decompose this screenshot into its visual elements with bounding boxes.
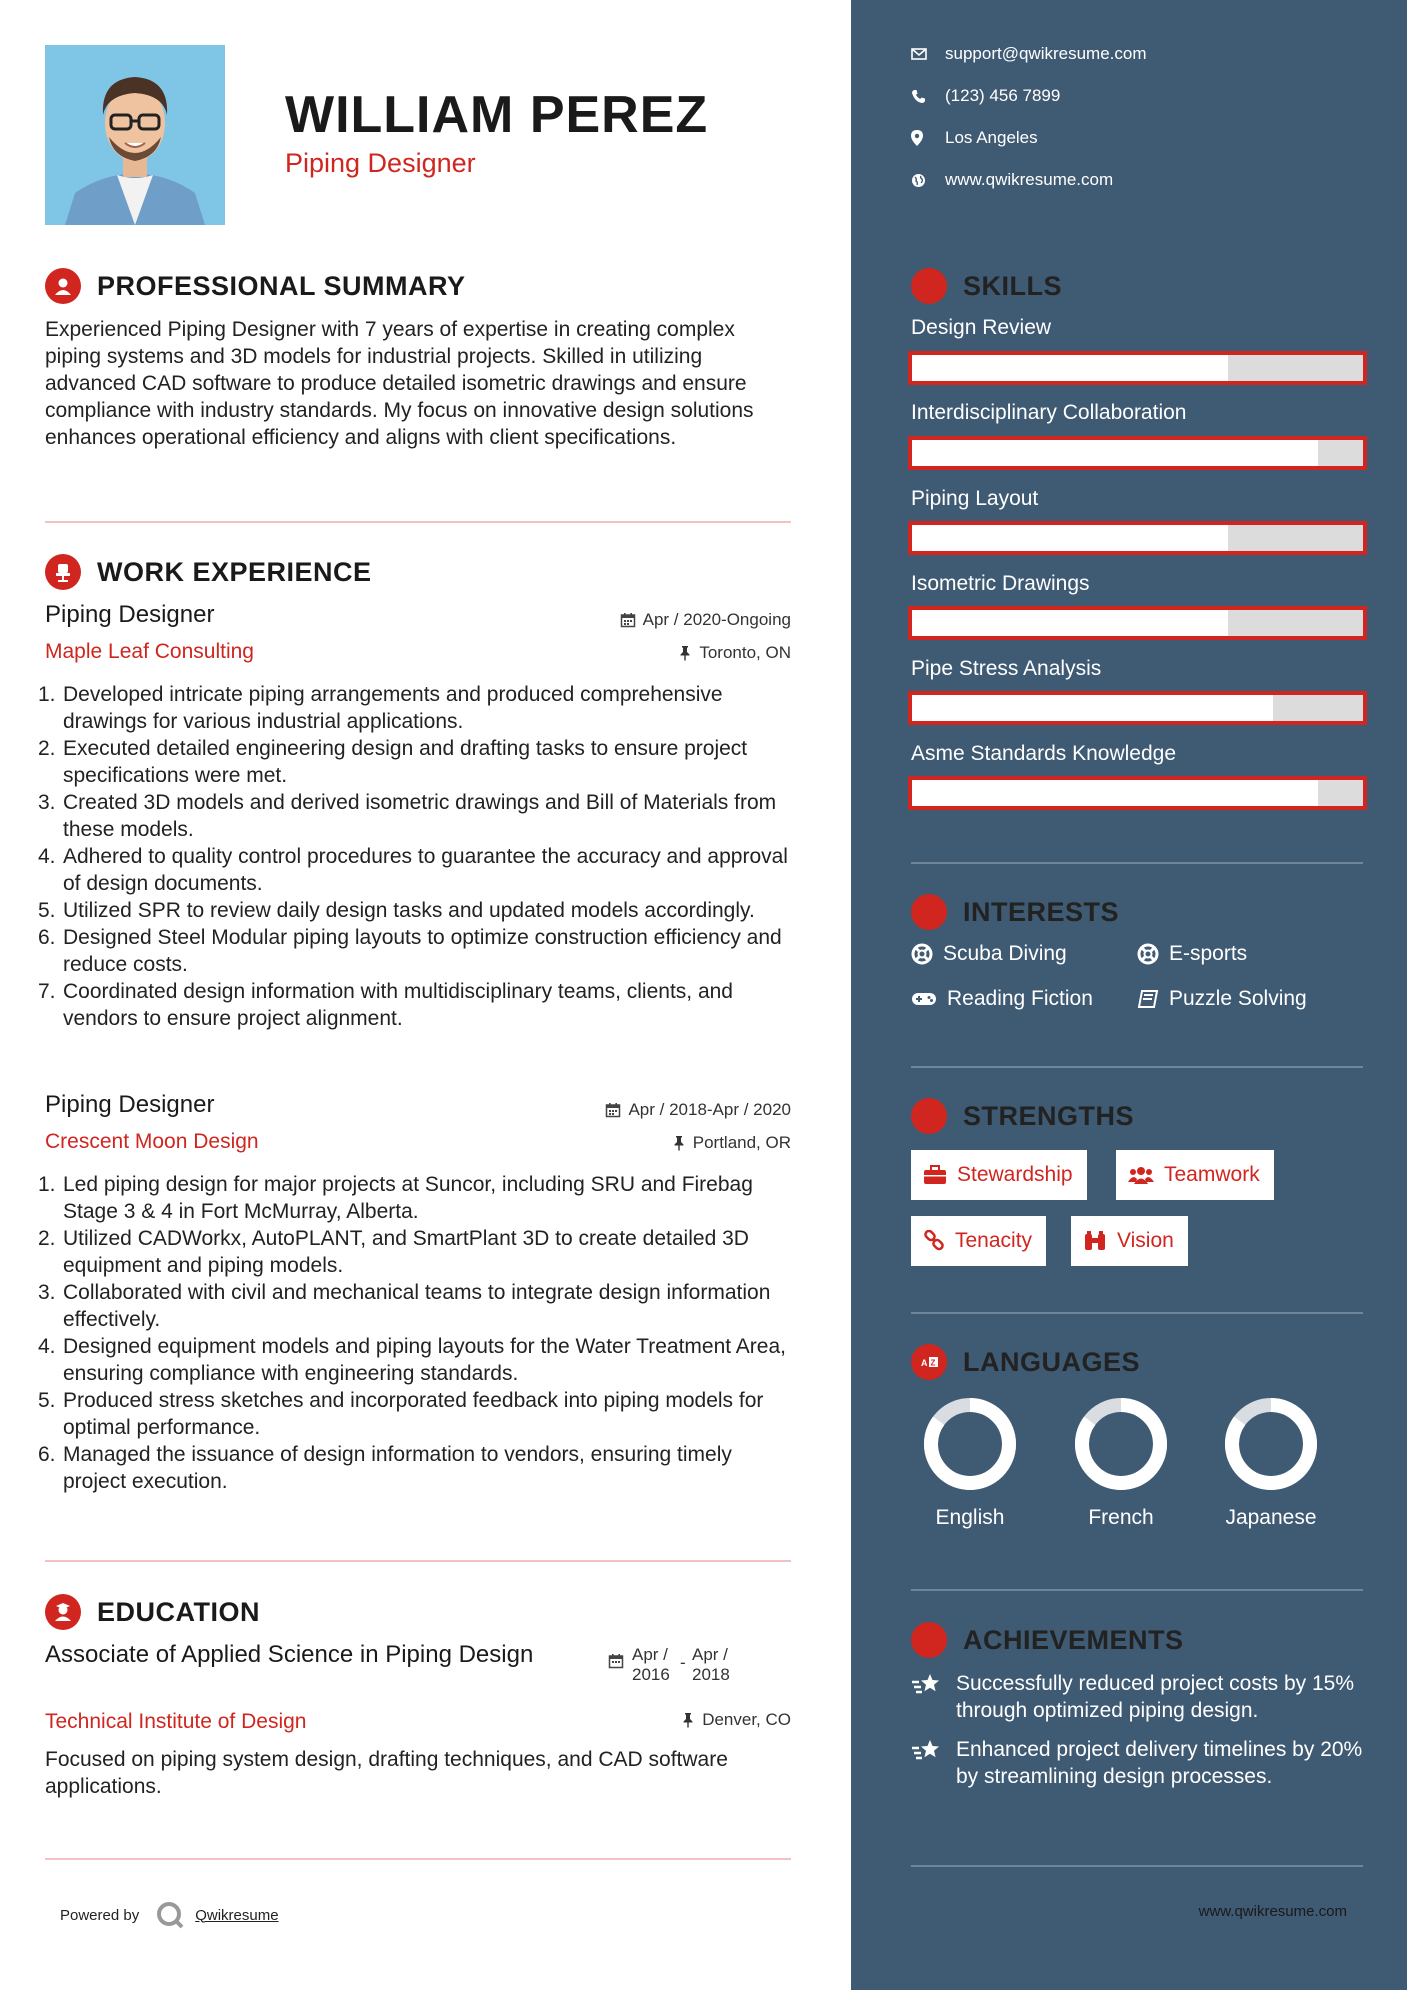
skill-bar — [908, 521, 1367, 555]
list-item: 2. Utilized CADWorkx, AutoPLANT, and SmartPlant 3D to create detailed 3D equipment and piping models. — [38, 1227, 749, 1277]
link-icon — [923, 1230, 945, 1252]
list-item: 4. Adhered to quality control procedures to guarantee the accuracy and approval of design documents. — [38, 845, 788, 895]
interest-item: Scuba Diving — [911, 942, 1067, 966]
strengths-heading: STRENGTHS — [911, 1098, 1134, 1134]
list-item: 4. Designed equipment models and piping layouts for the Water Treatment Area, ensuring compliance with engineering standards. — [38, 1335, 786, 1385]
list-item: 3. Created 3D models and derived isometric drawings and Bill of Materials from these models. — [38, 791, 777, 841]
company-name: Maple Leaf Consulting — [45, 640, 254, 663]
languages-heading: A Z LANGUAGES — [911, 1344, 1140, 1380]
language-item: Japanese — [1216, 1396, 1326, 1530]
pushpin-icon — [681, 1712, 695, 1728]
job-date: Apr / 2018-Apr / 2020 — [605, 1100, 791, 1120]
candidate-name: WILLIAM PEREZ — [285, 86, 709, 144]
divider — [45, 521, 791, 523]
skill-label: Asme Standards Knowledge — [911, 742, 1176, 765]
experience-heading: WORK EXPERIENCE — [45, 554, 372, 590]
pushpin-icon — [672, 1135, 686, 1151]
education-description: Focused on piping system design, drafting techniques, and CAD software applications. — [45, 1748, 728, 1798]
qwikresume-link[interactable]: Qwikresume — [195, 1906, 279, 1924]
job-title: Piping Designer — [45, 1091, 215, 1118]
skill-bar-fill — [912, 695, 1273, 721]
interest-item: Reading Fiction — [911, 987, 1093, 1011]
skill-bar — [908, 606, 1367, 640]
lifebuoy-icon — [1137, 943, 1159, 965]
qwikresume-logo-icon — [155, 1900, 185, 1930]
skill-label: Pipe Stress Analysis — [911, 657, 1102, 680]
divider — [911, 1589, 1363, 1591]
binoculars-icon — [1083, 1230, 1107, 1252]
divider — [45, 1560, 791, 1562]
paper-plane-icon — [911, 894, 947, 930]
date-separator: - — [680, 1653, 686, 1672]
list-item: 1. Developed intricate piping arrangements and produced comprehensive drawings for various industrial applications. — [38, 683, 723, 733]
user-icon — [45, 268, 81, 304]
contact-location: Los Angeles — [911, 128, 1038, 148]
gamepad-icon — [911, 990, 937, 1008]
contact-phone: (123) 456 7899 — [911, 86, 1060, 106]
profile-photo — [45, 45, 225, 225]
education-dates — [608, 1645, 740, 1685]
school-location: Denver, CO — [681, 1710, 791, 1730]
interest-item: E-sports — [1137, 942, 1247, 966]
language-item: French — [1066, 1396, 1176, 1530]
list-item: 7. Coordinated design information with multidisciplinary teams, clients, and vendors to ensure project alignment. — [38, 980, 733, 1030]
job-location: Portland, OR — [672, 1133, 791, 1153]
skill-bar — [908, 436, 1367, 470]
list-item: 5. Utilized SPR to review daily design tasks and updated models accordingly. — [38, 899, 755, 922]
skills-heading: SKILLS — [911, 268, 1062, 304]
shooting-star-icon — [911, 1738, 943, 1764]
interest-item: Puzzle Solving — [1137, 987, 1307, 1011]
graduate-icon — [45, 1594, 81, 1630]
contact-website: www.qwikresume.com — [911, 170, 1113, 190]
list-item: 2. Executed detailed engineering design and drafting tasks to ensure project specifications were met. — [38, 737, 748, 787]
list-item: 3. Collaborated with civil and mechanical teams to integrate design information effectively. — [38, 1281, 771, 1331]
duty-list — [38, 1171, 798, 1495]
strength-badge: Stewardship — [911, 1150, 1087, 1200]
contact-email: support@qwikresume.com — [911, 44, 1147, 64]
date-end: Apr / 2018 — [692, 1645, 730, 1684]
divider — [911, 862, 1363, 864]
achievement-item: Enhanced project delivery timelines by 20% by streamlining design processes. — [911, 1736, 1371, 1790]
pushpin-icon — [678, 645, 692, 661]
skill-bar — [908, 351, 1367, 385]
footer-site: www.qwikresume.com — [1198, 1903, 1347, 1920]
svg-text:Z: Z — [930, 1358, 936, 1368]
skill-label: Piping Layout — [911, 487, 1039, 510]
calendar-icon — [605, 1102, 621, 1118]
star-badge-icon — [911, 1622, 947, 1658]
office-chair-icon — [45, 554, 81, 590]
interests-heading: INTERESTS — [911, 894, 1119, 930]
svg-text:A: A — [921, 1358, 928, 1368]
skill-bar — [908, 691, 1367, 725]
divider — [45, 1858, 791, 1860]
job-location: Toronto, ON — [678, 643, 791, 663]
phone-icon — [911, 89, 926, 104]
job-date: Apr / 2020-Ongoing — [620, 610, 791, 630]
language-ring — [1073, 1396, 1169, 1492]
date-start: Apr / 2016 — [632, 1645, 670, 1684]
list-item: 5. Produced stress sketches and incorporated feedback into piping models for optimal performance. — [38, 1389, 764, 1439]
list-item: 6. Managed the issuance of design information to vendors, ensuring timely project execution. — [38, 1443, 732, 1493]
language-item: English — [915, 1396, 1025, 1530]
summary-heading: PROFESSIONAL SUMMARY — [45, 268, 466, 304]
list-item: 6. Designed Steel Modular piping layouts to optimize construction efficiency and reduce costs. — [38, 926, 782, 976]
book-icon — [1137, 989, 1159, 1009]
degree-title: Associate of Applied Science in Piping Design — [45, 1641, 534, 1668]
divider — [911, 1865, 1363, 1867]
skill-bar — [908, 776, 1367, 810]
company-name: Crescent Moon Design — [45, 1130, 259, 1153]
users-icon — [1128, 1165, 1154, 1185]
achievement-item: Successfully reduced project costs by 15% through optimized piping design. — [911, 1670, 1371, 1724]
language-ring — [1223, 1396, 1319, 1492]
calendar-icon — [620, 612, 636, 628]
map-marker-icon — [911, 130, 923, 146]
strength-badge: Vision — [1071, 1216, 1188, 1266]
skill-bar-fill — [912, 525, 1228, 551]
envelope-icon — [911, 48, 927, 60]
powered-by: Powered by Qwikresume — [60, 1900, 279, 1930]
globe-icon — [911, 173, 926, 188]
skill-bar-fill — [912, 440, 1318, 466]
strength-badge: Teamwork — [1116, 1150, 1274, 1200]
candidate-title: Piping Designer — [285, 148, 476, 178]
education-heading: EDUCATION — [45, 1594, 260, 1630]
list-item: 1. Led piping design for major projects at Suncor, including SRU and Firebag Stage 3 & 4 in Fort McMurray, Alberta. — [38, 1173, 753, 1223]
divider — [911, 1066, 1363, 1068]
skill-label: Design Review — [911, 316, 1052, 339]
job-title: Piping Designer — [45, 601, 215, 628]
fist-icon — [911, 1098, 947, 1134]
school-name: Technical Institute of Design — [45, 1710, 307, 1733]
briefcase-icon — [923, 1165, 947, 1185]
duty-list — [38, 681, 798, 1032]
strength-badge: Tenacity — [911, 1216, 1046, 1266]
divider — [911, 1312, 1363, 1314]
skill-bar-fill — [912, 780, 1318, 806]
calendar-icon — [608, 1653, 624, 1669]
lifebuoy-icon — [911, 943, 933, 965]
achievements-heading: ACHIEVEMENTS — [911, 1622, 1184, 1658]
skill-label: Isometric Drawings — [911, 572, 1090, 595]
skill-label: Interdisciplinary Collaboration — [911, 401, 1187, 424]
language-ring — [922, 1396, 1018, 1492]
translate-icon — [911, 1344, 947, 1380]
skill-bar-fill — [912, 355, 1228, 381]
summary-text: Experienced Piping Designer with 7 years of expertise in creating complex piping systems and 3D models for industrial projects. Skilled in utilizing advanced CAD software to produce detailed isometric drawings and ensure compliance with industry standards. My focus on innovative design solutions enhances operational efficiency and aligns with client specifications. — [45, 318, 754, 449]
lightbulb-icon — [911, 268, 947, 304]
shooting-star-icon — [911, 1672, 943, 1698]
skill-bar-fill — [912, 610, 1228, 636]
